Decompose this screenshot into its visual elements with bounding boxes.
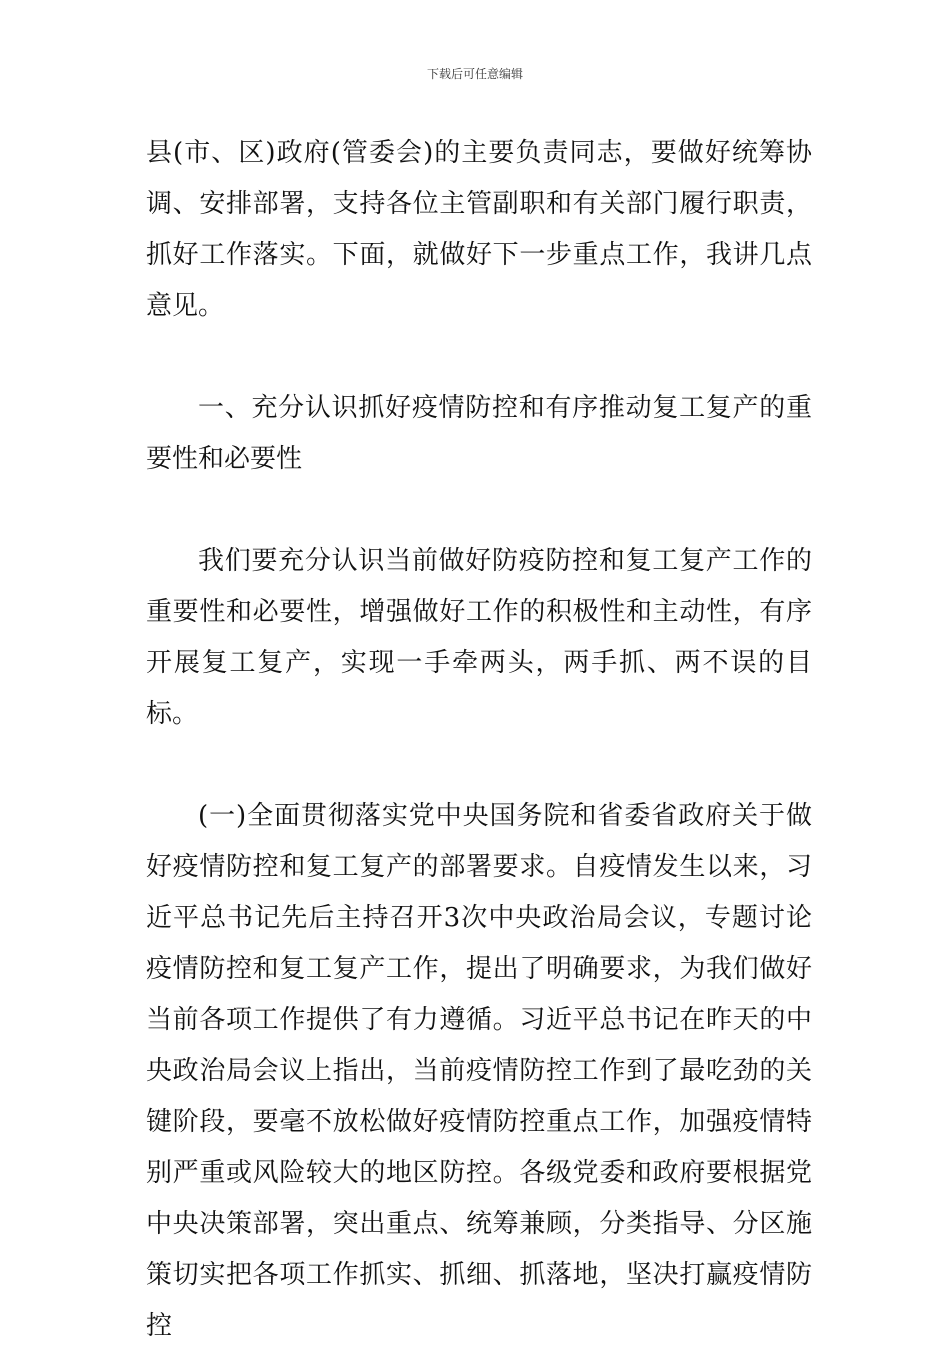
- document-body: [146, 128, 812, 1352]
- paragraph: (一)全面贯彻落实党中央国务院和省委省政府关于做好疫情防控和复工复产的部署要求。自疫情发生以来，习近平总书记先后主持召开3次中央政治局会议，专题讨论疫情防控和复工复产工作，提出了明确要求，为我们做好当前各项工作提供了有力遵循。习近平总书记在昨天的中央政治局会议上指出，当前疫情防控工作到了最吃劲的关键阶段，要毫不放松做好疫情防控重点工作，加强疫情特别严重或风险较大的地区防控。各级党委和政府要根据党中央决策部署，突出重点、统筹兼顾，分类指导、分区施策切实把各项工作抓实、抓细、抓落地，坚决打赢疫情防控: [146, 801, 812, 1341]
- page-header: 下载后可任意编辑: [426, 67, 523, 81]
- section-heading: 一、充分认识抓好疫情防控和有序推动复工复产的重要性和必要性: [146, 393, 812, 474]
- paragraph: 我们要充分认识当前做好防疫防控和复工复产工作的重要性和必要性，增强做好工作的积极性和主动性，有序开展复工复产，实现一手牵两头，两手抓、两不误的目标。: [146, 546, 812, 729]
- paragraph-continued: 县(市、区)政府(管委会)的主要负责同志，要做好统筹协调、安排部署，支持各位主管副职和有关部门履行职责，抓好工作落实。下面，就做好下一步重点工作，我讲几点意见。: [146, 138, 812, 321]
